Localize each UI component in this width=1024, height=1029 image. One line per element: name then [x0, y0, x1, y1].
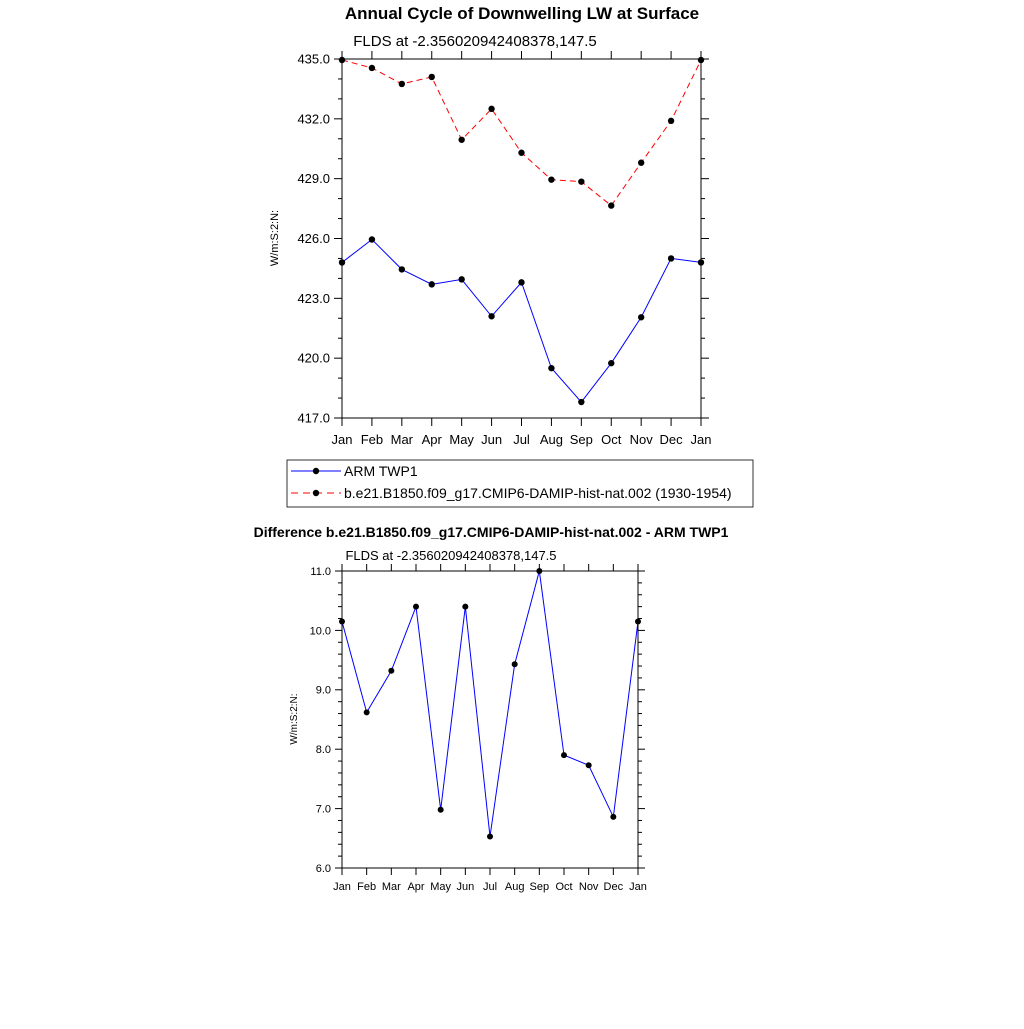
data-point: [339, 618, 345, 624]
x-tick-label: Nov: [578, 881, 599, 893]
chart1-legend: [287, 460, 753, 507]
x-tick-label: May: [449, 432, 474, 447]
data-point: [369, 236, 375, 242]
data-point: [698, 57, 704, 63]
data-point: [698, 259, 704, 265]
data-point: [548, 176, 554, 182]
data-point: [429, 74, 435, 80]
x-tick-label: Apr: [421, 432, 442, 447]
x-tick-label: Jan: [690, 432, 712, 447]
x-tick-label: Dec: [603, 881, 624, 893]
data-point: [413, 604, 419, 610]
x-tick-label: Jan: [629, 881, 647, 893]
data-point: [462, 604, 468, 610]
data-point: [548, 365, 554, 371]
data-point: [578, 399, 584, 405]
x-tick-label: Apr: [407, 881, 425, 893]
chart1-subtitle: FLDS at -2.356020942408378,147.5: [353, 33, 597, 50]
x-tick-label: Feb: [360, 432, 384, 447]
data-point: [668, 118, 674, 124]
data-point: [488, 313, 494, 319]
x-tick-label: Jun: [456, 881, 475, 893]
chart2-plot: [310, 564, 647, 893]
data-point: [518, 279, 524, 285]
data-point: [399, 81, 405, 87]
chart2-title: Difference b.e21.B1850.f09_g17.CMIP6-DAMIP-hist-nat.002 - ARM TWP1: [253, 524, 729, 540]
x-tick-label: Sep: [569, 432, 593, 447]
data-point: [668, 255, 674, 261]
y-tick-label: 8.0: [315, 744, 331, 757]
x-tick-label: Jan: [331, 432, 353, 447]
chart2-y-axis-label: W/m:S:2:N:: [289, 693, 300, 745]
data-point: [635, 618, 641, 624]
data-point: [518, 150, 524, 156]
y-tick-label: 9.0: [315, 684, 331, 697]
data-point: [438, 807, 444, 813]
data-point: [512, 661, 518, 667]
y-tick-label: 432.0: [297, 111, 330, 127]
x-tick-label: Aug: [539, 432, 563, 447]
data-point: [364, 709, 370, 715]
data-point: [610, 814, 616, 820]
data-point: [561, 752, 567, 758]
x-tick-label: Nov: [629, 432, 653, 447]
x-tick-label: Jul: [482, 881, 498, 893]
x-tick-label: Oct: [601, 432, 622, 447]
data-point: [608, 360, 614, 366]
plot-frame: [342, 571, 638, 868]
y-tick-label: 429.0: [297, 171, 330, 187]
y-tick-label: 423.0: [297, 290, 330, 306]
x-tick-label: Oct: [555, 881, 573, 893]
x-tick-label: Jul: [513, 432, 530, 447]
series-line-1: [342, 60, 701, 206]
x-tick-label: Dec: [659, 432, 683, 447]
data-point: [536, 568, 542, 574]
data-point: [578, 178, 584, 184]
legend-marker-arm: [313, 468, 319, 474]
data-point: [339, 57, 345, 63]
data-point: [458, 137, 464, 143]
data-point: [339, 259, 345, 265]
data-point: [608, 202, 614, 208]
data-point: [487, 834, 493, 840]
data-point: [458, 276, 464, 282]
x-tick-label: May: [430, 881, 452, 893]
y-tick-label: 435.0: [297, 51, 330, 67]
data-point: [488, 106, 494, 112]
y-tick-label: 6.0: [315, 862, 331, 875]
data-point: [399, 266, 405, 272]
chart2-subtitle: FLDS at -2.356020942408378,147.5: [345, 548, 557, 563]
x-tick-label: Jun: [481, 432, 503, 447]
chart1-y-axis-label: W/m:S:2:N:: [269, 209, 281, 267]
chart1-title: Annual Cycle of Downwelling LW at Surface: [344, 4, 700, 23]
x-tick-label: Feb: [357, 881, 377, 893]
y-tick-label: 420.0: [297, 350, 330, 366]
legend-label-model: b.e21.B1850.f09_g17.CMIP6-DAMIP-hist-nat.002 (1930-1954): [344, 485, 732, 501]
y-tick-label: 11.0: [310, 565, 331, 578]
y-tick-label: 417.0: [297, 410, 330, 426]
y-tick-label: 7.0: [315, 803, 331, 816]
y-tick-label: 426.0: [297, 231, 330, 247]
x-tick-label: Mar: [381, 881, 401, 893]
chart1-plot: [297, 51, 711, 447]
legend-label-arm: ARM TWP1: [344, 463, 418, 479]
x-tick-label: Mar: [390, 432, 414, 447]
x-tick-label: Aug: [504, 881, 525, 893]
y-tick-label: 10.0: [309, 625, 331, 638]
x-tick-label: Jan: [333, 881, 351, 893]
x-tick-label: Sep: [529, 881, 550, 893]
plot-frame: [342, 59, 701, 418]
data-point: [638, 160, 644, 166]
series-line-0: [342, 240, 701, 403]
data-point: [586, 762, 592, 768]
data-point: [388, 668, 394, 674]
data-point: [429, 281, 435, 287]
legend-marker-model: [313, 490, 319, 496]
data-point: [369, 65, 375, 71]
data-point: [638, 314, 644, 320]
series-line-0: [342, 571, 638, 837]
